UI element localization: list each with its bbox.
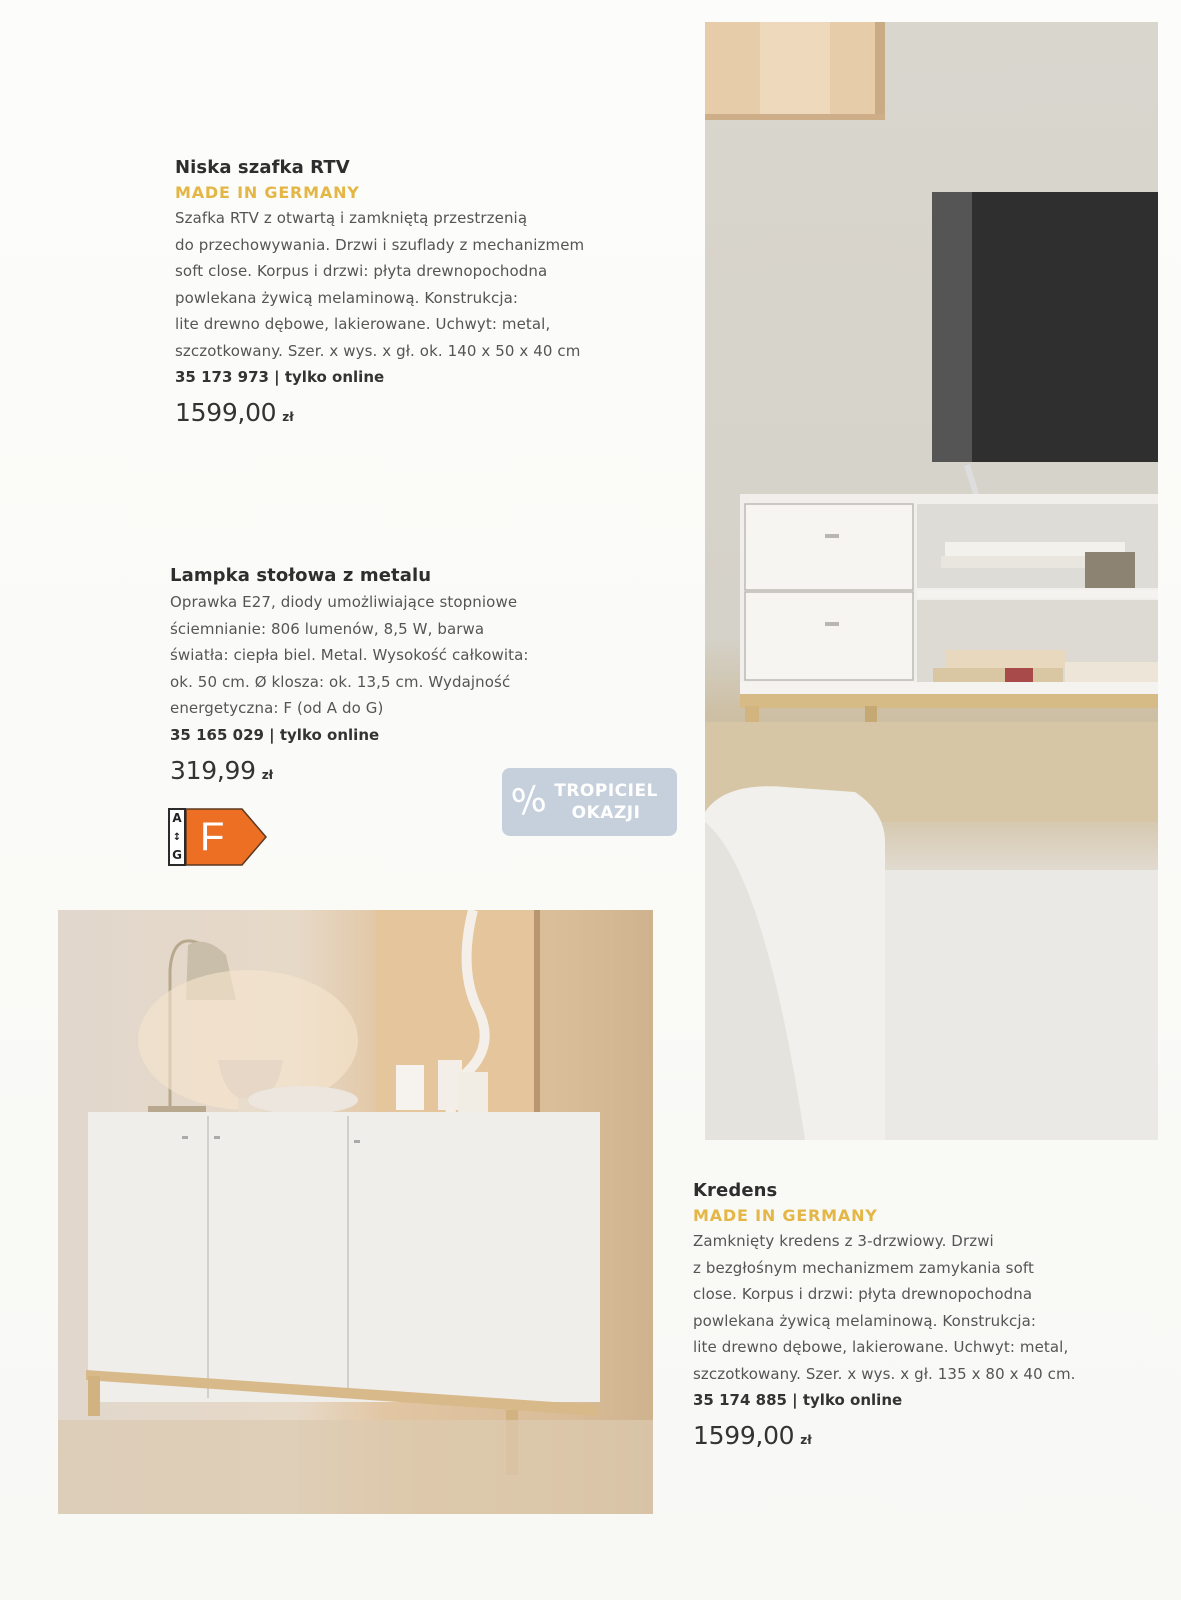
description-line: lite drewno dębowe, lakierowane. Uchwyt: metal,: [693, 1338, 1069, 1356]
price-currency: zł: [261, 767, 274, 782]
description-line: do przechowywania. Drzwi i szuflady z mechanizmem: [175, 235, 585, 254]
description-line: lite drewno dębowe, lakierowane. Uchwyt: metal,: [175, 315, 551, 333]
product-description: [175, 205, 655, 364]
energy-scale: [168, 808, 186, 866]
watermark-line-2: OKAZJI: [571, 803, 641, 823]
product-price: [175, 398, 655, 432]
energy-arrow-shape: [186, 808, 268, 866]
description-line: Oprawka E27, diody umożliwiające stopniowe: [170, 593, 518, 611]
product-code: 35 173 973 | tylko online: [175, 368, 385, 386]
sideboard-photo: [58, 910, 653, 1514]
description-line: ściemnianie: 806 lumenów, 8,5 W, barwa: [170, 619, 485, 638]
price-currency: zł: [800, 1433, 812, 1447]
description-line: soft close. Korpus i drzwi: płyta drewnopochodna: [175, 262, 548, 280]
percent-icon: %: [508, 778, 550, 825]
watermark-text: [554, 780, 658, 824]
product-table-lamp: [170, 563, 590, 790]
product-code: 35 165 029 | tylko online: [170, 725, 380, 744]
price-amount: 1599,00: [175, 398, 277, 427]
energy-class-letter: F: [200, 815, 225, 859]
price-amount: 1599,00: [693, 1421, 795, 1450]
description-line: powlekana żywicą melaminową. Konstrukcja:: [175, 288, 519, 307]
energy-efficiency-label: [168, 808, 268, 866]
description-line: energetyczna: F (od A do G): [170, 699, 384, 717]
price-currency: zł: [282, 410, 294, 424]
tropiciel-okazji-watermark: [502, 768, 677, 836]
sideboard-illustration: [58, 910, 653, 1514]
watermark-line-1: TROPICIEL: [554, 781, 658, 801]
description-line: z bezgłośnym mechanizmem zamykania soft: [693, 1258, 1034, 1277]
description-line: szczotkowany. Szer. x wys. x gł. ok. 140 x 50 x 40 cm: [175, 341, 581, 360]
description-line: powlekana żywicą melaminową. Konstrukcja:: [693, 1311, 1037, 1330]
product-title: Kredens: [693, 1180, 778, 1201]
product-description: [693, 1228, 1163, 1387]
description-line: ok. 50 cm. Ø klosza: ok. 13,5 cm. Wydajność: [170, 672, 511, 691]
energy-scale-top: A: [172, 811, 182, 825]
energy-scale-bottom: G: [172, 848, 182, 862]
description-line: szczotkowany. Szer. x wys. x gł. 135 x 80 x 40 cm.: [693, 1364, 1076, 1383]
description-line: close. Korpus i drzwi: płyta drewnopochodna: [693, 1285, 1033, 1303]
price-amount: 319,99: [170, 755, 256, 785]
tv-stand-photo: [705, 22, 1158, 1140]
product-sideboard: [693, 1178, 1163, 1455]
product-title: Lampka stołowa z metalu: [170, 565, 432, 586]
description-line: światła: ciepła biel. Metal. Wysokość całkowita:: [170, 646, 529, 664]
product-tv-stand: [175, 155, 655, 432]
product-price: [693, 1421, 1163, 1455]
description-line: Zamknięty kredens z 3-drzwiowy. Drzwi: [693, 1232, 994, 1250]
description-line: Szafka RTV z otwartą i zamkniętą przestrzenią: [175, 209, 528, 227]
arrow-updown-icon: ↕: [172, 831, 182, 843]
energy-class-badge: [186, 808, 268, 866]
made-in-germany-badge: MADE IN GERMANY: [693, 1206, 878, 1225]
product-description: [170, 589, 590, 722]
product-title: Niska szafka RTV: [175, 157, 350, 178]
made-in-germany-badge: MADE IN GERMANY: [175, 183, 360, 202]
product-code: 35 174 885 | tylko online: [693, 1391, 903, 1409]
tv-stand-illustration: [705, 22, 1158, 1140]
